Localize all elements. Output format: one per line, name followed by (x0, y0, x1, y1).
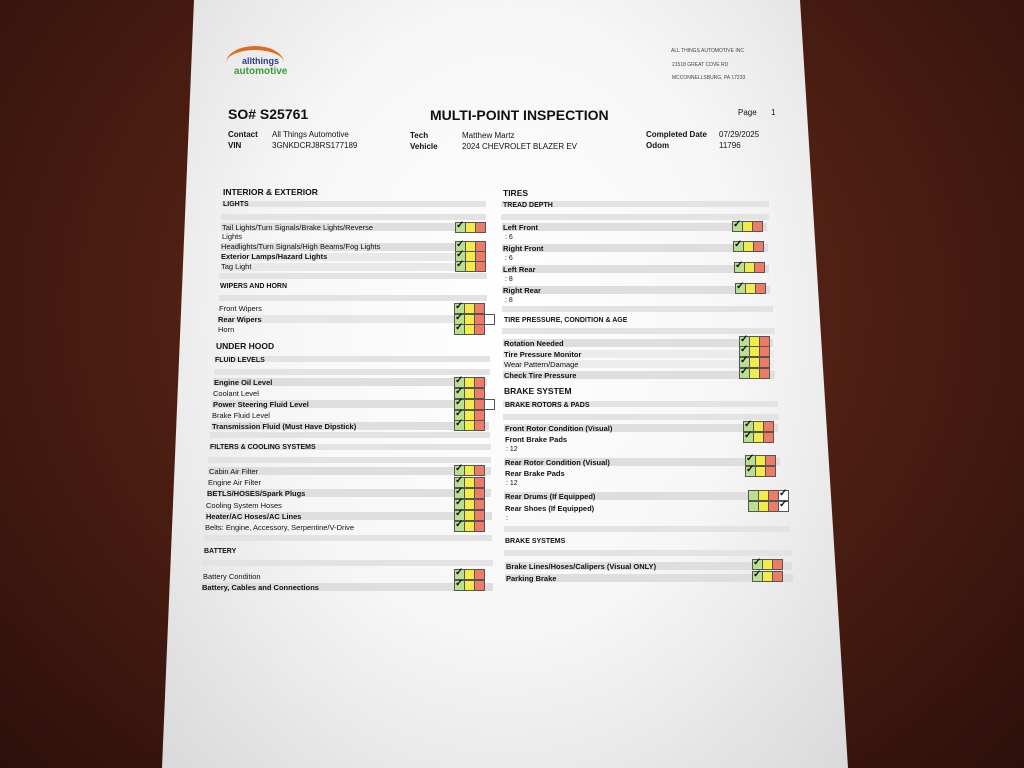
rotor-value: : 12 (506, 446, 518, 453)
fail-box (474, 477, 485, 488)
status-indicator (454, 420, 484, 430)
filter-item: BETLS/HOSES/Spark Plugs (207, 489, 306, 498)
spacer-band (503, 414, 779, 420)
status-indicator (455, 261, 485, 271)
fail-box (772, 559, 783, 570)
lights-item: Lights (222, 232, 243, 241)
status-indicator (752, 571, 782, 581)
rotor-item: Rear Rotor Condition (Visual) (505, 458, 610, 467)
contact-label: Contact (228, 130, 258, 139)
fail-box (474, 488, 485, 499)
status-indicator (752, 559, 782, 569)
filter-item: Engine Air Filter (208, 478, 261, 487)
tech-label: Tech (410, 131, 429, 140)
tread-item: Left Front (503, 223, 538, 232)
tread-item: Left Rear (503, 265, 536, 274)
lights-item: Headlights/Turn Signals/High Beams/Fog Lights (221, 242, 381, 251)
fail-box (765, 455, 776, 466)
company-street: 21518 GREAT COVE RD (672, 62, 729, 68)
subsection-pressure: TIRE PRESSURE, CONDITION & AGE (504, 317, 628, 324)
vehicle-value: 2024 CHEVROLET BLAZER EV (462, 142, 578, 151)
spacer-band (208, 457, 491, 463)
status-indicator (454, 580, 484, 590)
filter-item: Cooling System Hoses (206, 501, 282, 510)
vehicle-label: Vehicle (410, 142, 438, 151)
fail-box (474, 324, 485, 335)
status-indicator (745, 466, 775, 476)
fail-box (475, 261, 486, 272)
filter-item: Belts: Engine, Accessory, Serpentine/V-Drive (205, 523, 355, 532)
pressure-item: Wear Pattern/Damage (504, 360, 579, 369)
wipers-item: Horn (218, 325, 235, 334)
pressure-item: Check Tire Pressure (504, 371, 577, 380)
fail-box (765, 466, 776, 477)
fail-box (474, 420, 485, 431)
fail-box (752, 221, 763, 232)
status-indicator (734, 262, 764, 272)
battery-item: Battery, Cables and Connections (202, 583, 319, 592)
page-title: MULTI-POINT INSPECTION (430, 107, 609, 123)
rotor-item: Rear Brake Pads (505, 469, 565, 478)
contact-value: All Things Automotive (272, 130, 349, 139)
fail-box (763, 432, 774, 443)
fail-box (759, 368, 770, 379)
section-tires: TIRES (503, 188, 529, 198)
fail-box (753, 241, 764, 252)
empty-box (484, 399, 495, 410)
status-indicator (739, 368, 769, 378)
section-brake-system: BRAKE SYSTEM (504, 386, 572, 396)
vin-label: VIN (228, 141, 242, 150)
filter-item: Heater/AC Hoses/AC Lines (206, 512, 302, 521)
fail-box (755, 283, 766, 294)
spacer-band (219, 295, 487, 301)
fail-box (754, 262, 765, 273)
brake-system-item: Brake Lines/Hoses/Calipers (Visual ONLY) (506, 562, 657, 571)
lights-item: Tag Light (221, 262, 252, 271)
spacer-band (202, 560, 493, 566)
empty-box (484, 314, 495, 325)
spacer-band (502, 306, 773, 312)
status-indicator (748, 501, 788, 511)
fail-box (759, 346, 770, 357)
spacer-band (504, 550, 792, 556)
status-indicator (735, 283, 765, 293)
rotor-value: : (506, 515, 508, 522)
vin-value: 3GNKDCRJ8RS177189 (272, 141, 358, 150)
subsection-filters: FILTERS & COOLING SYSTEMS (210, 444, 316, 451)
fluid-item: Power Steering Fluid Level (213, 400, 309, 409)
spacer-band (504, 526, 790, 532)
company-logo (222, 44, 292, 84)
lights-item: Tail Lights/Turn Signals/Brake Lights/Reverse (222, 223, 374, 232)
spacer-band (210, 432, 490, 438)
fluid-item: Engine Oil Level (214, 378, 273, 387)
fail-box (759, 357, 770, 368)
fail-box (474, 569, 485, 580)
fail-box (474, 303, 485, 314)
rotor-item: Front Rotor Condition (Visual) (505, 424, 613, 433)
status-indicator (454, 521, 484, 531)
subsection-rotors: BRAKE ROTORS & PADS (505, 402, 590, 409)
fail-box (474, 377, 485, 388)
odom-label: Odom (646, 141, 670, 150)
completed-date-label: Completed Date (646, 130, 707, 139)
tread-item: Right Front (503, 244, 544, 253)
section-under-hood: UNDER HOOD (216, 341, 275, 351)
status-indicator (454, 465, 484, 475)
tread-item: Right Rear (503, 286, 541, 295)
fluid-item: Transmission Fluid (Must Have Dipstick) (212, 422, 357, 431)
filter-item: Cabin Air Filter (209, 467, 259, 476)
rotor-value: : 12 (506, 480, 518, 487)
spacer-band (221, 214, 486, 220)
wipers-item: Rear Wipers (218, 315, 262, 324)
spacer-band (204, 535, 492, 541)
fail-box (474, 465, 485, 476)
tread-value: : 6 (505, 234, 513, 241)
so-number: SO# S25761 (228, 106, 309, 122)
brake-system-item: Parking Brake (506, 574, 557, 583)
company-name: ALL THINGS AUTOMOTIVE INC (671, 48, 744, 54)
status-indicator (455, 222, 485, 232)
subsection-fluids: FLUID LEVELS (215, 357, 265, 364)
rotor-item: Rear Drums (If Equipped) (505, 492, 596, 501)
fail-box (474, 521, 485, 532)
pressure-item: Tire Pressure Monitor (504, 350, 582, 359)
spacer-band (501, 214, 769, 220)
fail-box (475, 222, 486, 233)
fail-box (474, 510, 485, 521)
subsection-lights: LIGHTS (223, 201, 249, 208)
tread-value: : 6 (505, 255, 513, 262)
status-indicator (733, 241, 763, 251)
spacer-band (219, 273, 487, 279)
page-label: Page (738, 108, 757, 117)
odom-value: 11796 (719, 141, 741, 150)
spacer-band (502, 328, 775, 334)
section-interior-exterior: INTERIOR & EXTERIOR (223, 187, 318, 197)
subsection-tread: TREAD DEPTH (503, 202, 553, 209)
page-number: 1 (771, 108, 776, 117)
battery-item: Battery Condition (203, 572, 261, 581)
logo-line2: automotive (234, 66, 288, 77)
fluid-item: Coolant Level (213, 389, 259, 398)
pressure-item: Rotation Needed (504, 339, 564, 348)
tech-value: Matthew Martz (462, 131, 515, 140)
subsection-battery: BATTERY (204, 548, 237, 555)
fail-box (474, 580, 485, 591)
status-indicator (743, 432, 773, 442)
fluid-item: Brake Fluid Level (212, 411, 270, 420)
fail-box (763, 421, 774, 432)
status-indicator (454, 324, 484, 334)
fail-box (474, 388, 485, 399)
rotor-item: Front Brake Pads (505, 435, 568, 444)
subsection-brake-systems: BRAKE SYSTEMS (505, 538, 566, 545)
row-band (502, 223, 767, 231)
tread-value: : 8 (505, 276, 513, 283)
row-band (502, 265, 769, 273)
row-band (502, 286, 770, 294)
lights-item: Exterior Lamps/Hazard Lights (221, 252, 328, 261)
fail-box (772, 571, 783, 582)
na-check-icon (778, 501, 789, 512)
wipers-item: Front Wipers (219, 304, 262, 313)
subsection-wipers: WIPERS AND HORN (220, 283, 288, 290)
rotor-item: Rear Shoes (If Equipped) (505, 504, 595, 513)
spacer-band (214, 369, 490, 375)
fail-box (474, 499, 485, 510)
company-city: MCCONNELLSBURG, PA 17233 (672, 75, 746, 81)
logo-line1: allthings (242, 56, 280, 66)
row-band (221, 263, 483, 271)
tread-value: : 8 (505, 297, 513, 304)
status-indicator (732, 221, 762, 231)
lights-band (221, 201, 486, 207)
completed-date-value: 07/29/2025 (719, 130, 760, 139)
